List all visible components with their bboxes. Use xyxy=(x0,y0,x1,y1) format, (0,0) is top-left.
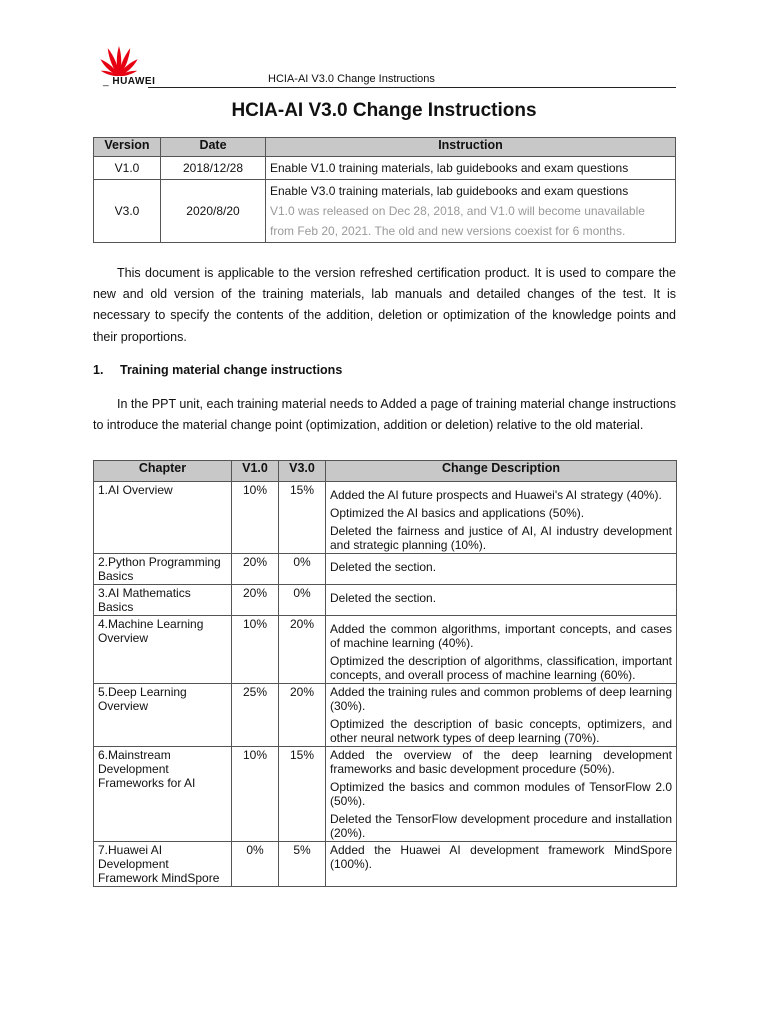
huawei-flower-icon xyxy=(92,44,146,78)
section-number: 1. xyxy=(93,363,104,377)
v3-cell: 15% xyxy=(279,747,326,842)
change-item: Added the training rules and common problems of deep learning (30%). xyxy=(330,685,672,713)
v3-cell: 20% xyxy=(279,684,326,747)
section-heading xyxy=(93,363,342,377)
change-item: Added the overview of the deep learning development frameworks and basic development procedure (50%). xyxy=(330,748,672,776)
section-title: Training material change instructions xyxy=(120,363,343,377)
v1-cell: 0% xyxy=(232,842,279,887)
v1-cell: 10% xyxy=(232,616,279,684)
change-item: Deleted the section. xyxy=(330,560,437,574)
intro-paragraph: This document is applicable to the version refreshed certification product. It is used to compare the new and old version of the training materials, lab manuals and detailed changes of the test. It is necessary to specify the contents of the addition, deletion or optimization of the knowledge points and their proportions. xyxy=(93,266,676,344)
change-item: Deleted the TensorFlow development procedure and installation (20%). xyxy=(330,812,672,840)
date-cell: 2020/8/20 xyxy=(161,180,266,243)
change-item: Optimized the description of algorithms, classification, important concepts, and overall process of machine learning (60%). xyxy=(330,654,672,682)
change-item: Added the Huawei AI development framework MindSpore (100%). xyxy=(330,843,672,871)
v1-cell: 25% xyxy=(232,684,279,747)
date-cell: 2018/12/28 xyxy=(161,157,266,180)
v1-cell: 20% xyxy=(232,554,279,585)
table-row xyxy=(94,157,676,180)
chapter-cell: 7.Huawei AI Development Framework MindSpore xyxy=(94,842,232,887)
change-description-cell xyxy=(326,747,677,842)
chapter-cell: 4.Machine Learning Overview xyxy=(94,616,232,684)
change-item: Added the AI future prospects and Huawei's AI strategy (40%). xyxy=(330,488,662,502)
instruction-header: Instruction xyxy=(266,138,676,157)
table-row xyxy=(94,585,677,616)
v1-cell: 10% xyxy=(232,747,279,842)
chapter-table-header xyxy=(94,461,677,482)
change-item: Optimized the AI basics and applications (50%). xyxy=(330,506,585,520)
logo-wordmark: _ HUAWEI xyxy=(103,76,155,87)
table-row xyxy=(94,180,676,243)
chapter-cell: 5.Deep Learning Overview xyxy=(94,684,232,747)
instruction-cell: Enable V1.0 training materials, lab guidebooks and exam questions xyxy=(266,157,676,180)
v1-cell: 20% xyxy=(232,585,279,616)
v1-header: V1.0 xyxy=(232,461,279,482)
change-item: Optimized the description of basic concepts, optimizers, and other neural network types of deep learning (70%). xyxy=(330,717,672,745)
chapter-header: Chapter xyxy=(94,461,232,482)
table-row xyxy=(94,554,677,585)
chapter-change-table xyxy=(93,460,677,887)
table-row xyxy=(94,842,677,887)
instruction-text: Enable V3.0 training materials, lab guidebooks and exam questions xyxy=(270,184,629,198)
change-description-header: Change Description xyxy=(326,461,677,482)
version-header: Version xyxy=(94,138,161,157)
v3-header: V3.0 xyxy=(279,461,326,482)
change-description-cell xyxy=(326,616,677,684)
chapter-cell: 2.Python Programming Basics xyxy=(94,554,232,585)
version-cell: V3.0 xyxy=(94,180,161,243)
version-table-header xyxy=(94,138,676,157)
date-header: Date xyxy=(161,138,266,157)
change-item: Added the common algorithms, important concepts, and cases of machine learning (40%). xyxy=(330,622,672,650)
chapter-cell: 1.AI Overview xyxy=(94,482,232,554)
v3-cell: 0% xyxy=(279,585,326,616)
instruction-cell xyxy=(266,180,676,243)
table-row xyxy=(94,616,677,684)
table-row xyxy=(94,684,677,747)
change-description-cell xyxy=(326,684,677,747)
v3-cell: 15% xyxy=(279,482,326,554)
instruction-note: V1.0 was released on Dec 28, 2018, and V1.0 will become unavailable from Feb 20, 2021. The old and new versions coexist for 6 months. xyxy=(270,204,645,238)
v3-cell: 20% xyxy=(279,616,326,684)
document-title: HCIA-AI V3.0 Change Instructions xyxy=(231,100,537,121)
change-item: Deleted the fairness and justice of AI, AI industry development and strategic planning (10%). xyxy=(330,524,672,552)
change-description-cell xyxy=(326,554,677,585)
change-item: Deleted the section. xyxy=(330,591,437,605)
version-table xyxy=(93,137,676,243)
v3-cell: 0% xyxy=(279,554,326,585)
chapter-cell: 6.Mainstream Development Frameworks for AI xyxy=(94,747,232,842)
change-description-cell xyxy=(326,842,677,887)
header-rule xyxy=(148,87,676,88)
v1-cell: 10% xyxy=(232,482,279,554)
section-paragraph: In the PPT unit, each training material needs to Added a page of training material change instructions to introduce the material change point (optimization, addition or deletion) relative to the old material. xyxy=(93,397,676,433)
change-item: Optimized the basics and common modules of TensorFlow 2.0 (50%). xyxy=(330,780,672,808)
table-row xyxy=(94,482,677,554)
change-description-cell xyxy=(326,482,677,554)
running-header-title: HCIA-AI V3.0 Change Instructions xyxy=(268,73,435,85)
v3-cell: 5% xyxy=(279,842,326,887)
table-row xyxy=(94,747,677,842)
chapter-cell: 3.AI Mathematics Basics xyxy=(94,585,232,616)
version-cell: V1.0 xyxy=(94,157,161,180)
change-description-cell xyxy=(326,585,677,616)
